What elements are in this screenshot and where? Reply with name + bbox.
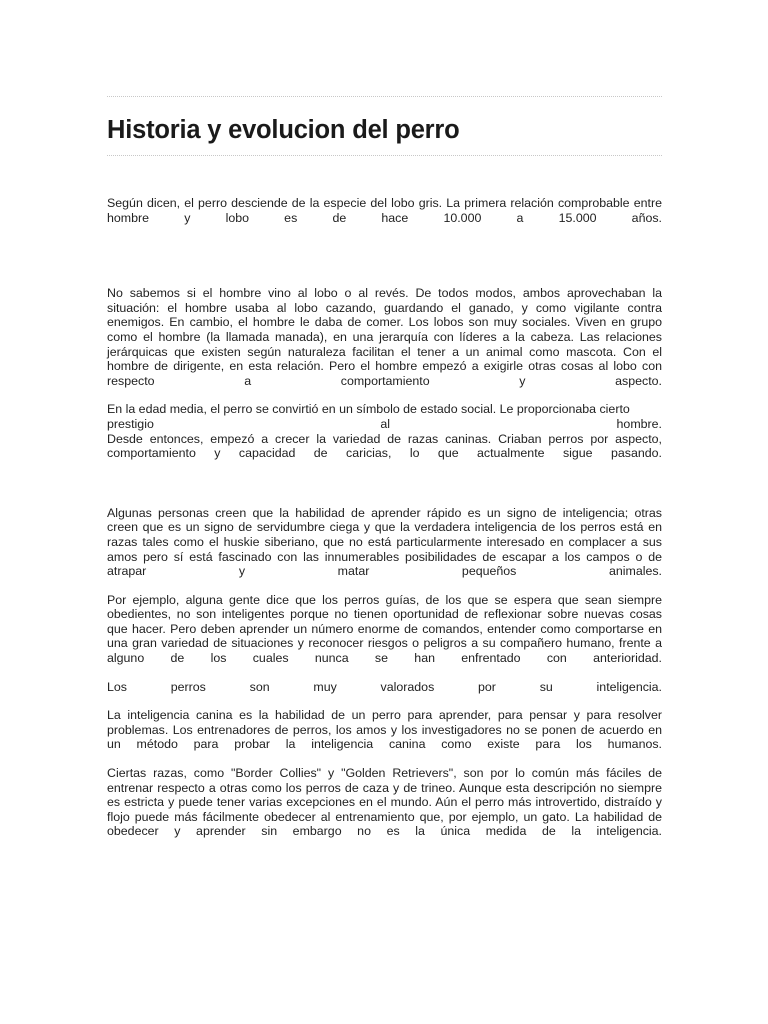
title-divider: [107, 155, 662, 156]
spacer: [107, 388, 662, 402]
paragraph-8: [107, 766, 662, 839]
spacer: [107, 225, 662, 286]
paragraph-7: [107, 708, 662, 752]
spacer: [107, 579, 662, 593]
paragraph-4: [107, 506, 662, 579]
paragraph-line: razas tales como el huskie siberiano, que no está particularmente interesado en complacer a sus: [107, 534, 662, 549]
paragraph-line: obedientes, no son inteligentes porque no tienen oportunidad de reflexionar sobre nuevas cosas: [107, 607, 662, 622]
paragraph-2: [107, 286, 662, 388]
paragraph-line: prestigio al hombre.: [107, 416, 662, 431]
paragraph-line: Los perros son muy valorados por su inteligencia.: [107, 679, 662, 694]
paragraph-line: atrapar y matar pequeños animales.: [107, 564, 662, 579]
paragraph-line: es estricta y puede tener varias excepciones en el mundo. Aún el perro más introvertido, distraído y: [107, 795, 662, 810]
paragraph-line: una gran variedad de situaciones y reconocer riesgos o peligros a su compañero humano, frente a: [107, 636, 662, 651]
paragraph-line: No sabemos si el hombre vino al lobo o al revés. De todos modos, ambos aprovechaban la: [107, 286, 662, 301]
paragraph-line: En la edad media, el perro se convirtió en un símbolo de estado social. Le proporcionaba cierto: [107, 402, 630, 417]
article-body: [107, 196, 662, 839]
paragraph-line: flojo puede más fácilmente obedecer al entrenamiento que, por ejemplo, un gato. La habilidad de: [107, 809, 662, 824]
paragraph-3: [107, 402, 662, 460]
paragraph-line: Algunas personas creen que la habilidad de aprender rápido es un signo de inteligencia; otras: [107, 505, 662, 520]
paragraph-line: respecto a comportamiento y aspecto.: [107, 373, 662, 388]
paragraph-line: hombre de dirigente, en esta relación. Pero el hombre empezó a exigirle otras cosas al lobo con: [107, 359, 662, 374]
paragraph-line: jerárquicas que existen según naturaleza facilitan el tener a un animal como mascota. Con el: [107, 344, 662, 359]
paragraph-line: Según dicen, el perro desciende de la especie del lobo gris. La primera relación comprobable entre: [107, 196, 662, 210]
paragraph-line: que hacer. Pero deben aprender un número enorme de comandos, entender como comportarse en: [107, 621, 662, 636]
paragraph-1: [107, 196, 662, 225]
page-title: Historia y evolucion del perro: [107, 116, 460, 144]
paragraph-line: comportamiento y capacidad de caricias, lo que actualmente sigue pasando.: [107, 446, 662, 461]
paragraph-line: alguno de los cuales nunca se han enfrentado con anterioridad.: [107, 651, 662, 666]
paragraph-line: enemigos. En cambio, el hombre le daba de comer. Los lobos son muy sociales. Viven en grupo: [107, 315, 662, 330]
paragraph-line: como el hombre (la llamada manada), en una jerarquía con líderes a la cabeza. Las relaciones: [107, 329, 662, 344]
paragraph-line: Ciertas razas, como "Border Collies" y "Golden Retrievers", son por lo común más fáciles de: [107, 766, 662, 781]
paragraph-line: un método para probar la inteligencia canina como existe para los humanos.: [107, 737, 662, 752]
paragraph-line: Por ejemplo, alguna gente dice que los perros guías, de los que se espera que sean siempre: [107, 592, 662, 607]
paragraph-line: problemas. Los entrenadores de perros, los amos y los investigadores no se ponen de acuerdo en: [107, 722, 662, 737]
paragraph-5: [107, 593, 662, 666]
paragraph-line: hombre y lobo es de hace 10.000 a 15.000 años.: [107, 210, 662, 225]
spacer: [107, 666, 662, 680]
spacer: [107, 752, 662, 766]
paragraph-line: La inteligencia canina es la habilidad de un perro para aprender, para pensar y para resolver: [107, 708, 662, 723]
document-page: [107, 96, 662, 839]
paragraph-line: obedecer y aprender sin embargo no es la única medida de la inteligencia.: [107, 824, 662, 839]
paragraph-line: Desde entonces, empezó a crecer la variedad de razas caninas. Criaban perros por aspecto,: [107, 431, 662, 446]
paragraph-line: amos pero sí está fascinado con las innumerables posibilidades de escapar a los campos o de: [107, 549, 662, 564]
spacer: [107, 694, 662, 708]
paragraph-line: situación: el hombre usaba al lobo cazando, guardando el ganado, y como vigilante contra: [107, 300, 662, 315]
paragraph-6: [107, 680, 662, 695]
spacer: [107, 461, 662, 506]
paragraph-line: entrenar respecto a otras como los perros de caza y de trineo. Aunque esta descripción no siempre: [107, 780, 662, 795]
paragraph-line: creen que es un signo de servidumbre ciega y que la verdadera inteligencia de los perros está en: [107, 520, 662, 535]
